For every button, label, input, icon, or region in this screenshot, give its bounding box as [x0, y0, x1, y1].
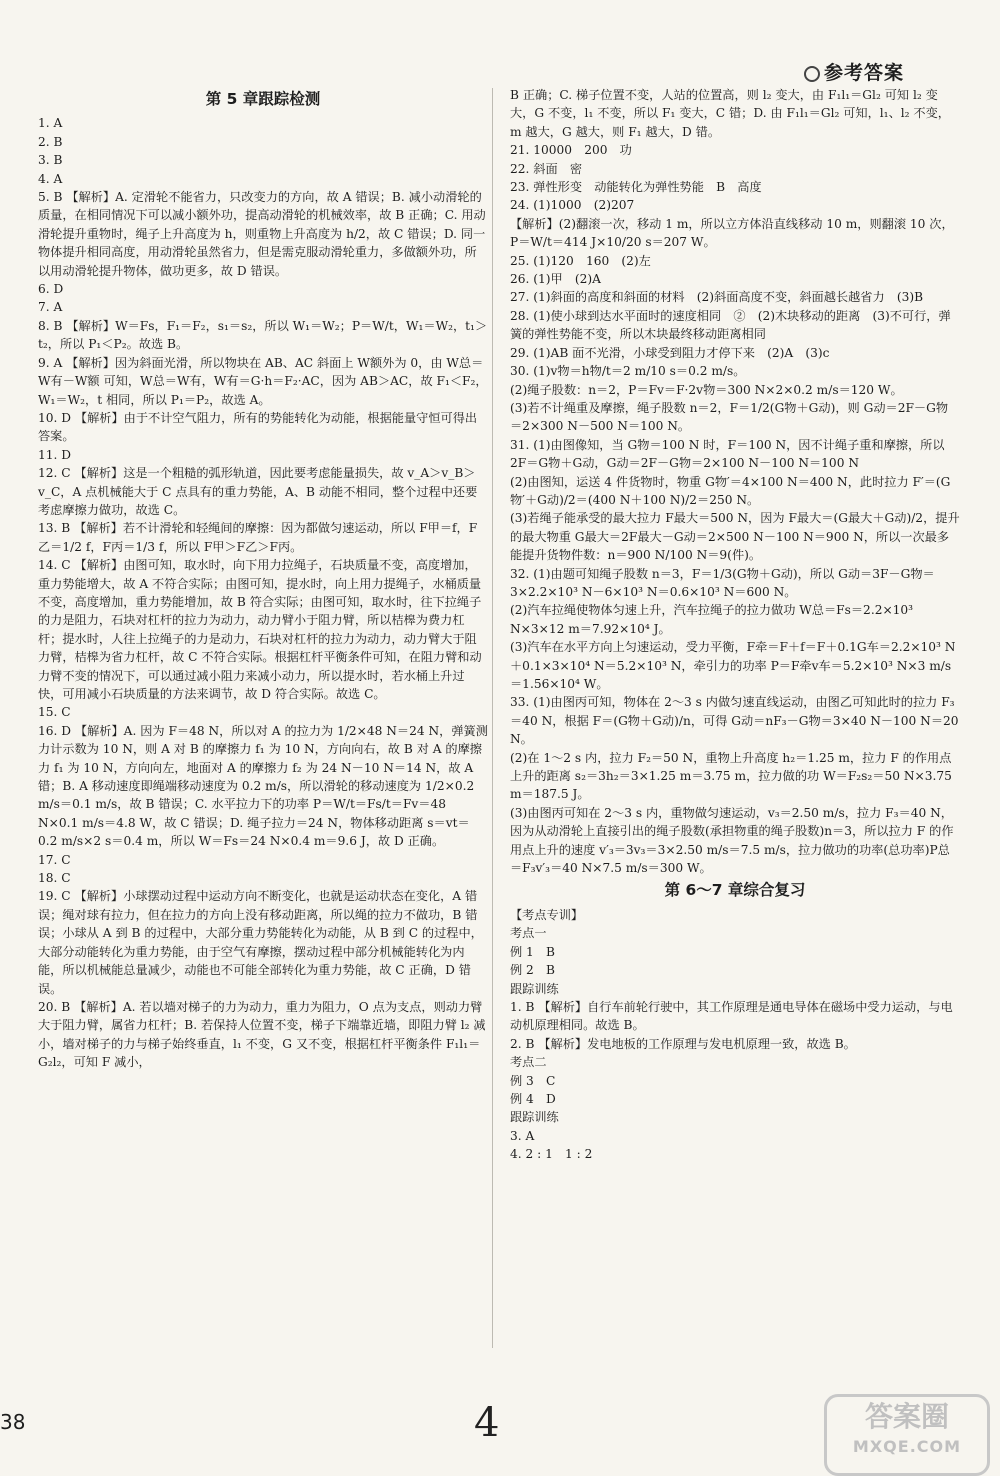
answer-line: 10. D 【解析】由于不计空气阻力，所有的势能转化为动能，根据能量守恒可得出答案。: [38, 410, 478, 444]
answer-line: 20. B 【解析】A. 若以墙对梯子的力为动力，重力为阻力，O 点为支点，则动力臂大于阻力臂，属省力杠杆；B. 若保持人位置不变，梯子下端靠近墙，即阻力臂 l₂ 减小，墙对梯子的力与梯子始终垂直，l₁ 不变，G 又不变，根据杠杆平衡条件 F₁l₁＝G₂l₂，可知 F 减小，: [38, 999, 486, 1070]
answer-line: 28. (1)使小球到达水平面时的速度相同 ② (2)木块移动的距离 (3)不可行，弹簧的弹性势能不变，所以木块最终移动距离相同: [510, 308, 951, 342]
answer-line: 考点一: [510, 926, 547, 941]
chapter6-7-title: 第 6～7 章综合复习: [664, 881, 806, 900]
answer-line: (3)若不计绳重及摩擦，绳子股数 n＝2，F＝1/2(G物＋G动)，则 G动＝2F－G物＝2×300 N－500 N＝100 N。: [510, 400, 949, 434]
answer-line: 22. 斜面 密: [510, 161, 583, 176]
answer-line: (3)若绳子能承受的最大拉力 F最大＝500 N，因为 F最大＝(G最大＋G动)/2，提升的最大物重 G最大＝2F最大－G动＝2×500 N－100 N＝900 N，所以一次最多能提升货物件数：n＝900 N/100 N＝9(件)。: [510, 511, 960, 563]
right-column: [510, 86, 963, 1164]
watermark-domain: MXQE.COM: [852, 1437, 962, 1456]
answer-line: 27. (1)斜面的高度和斜面的材料 (2)斜面高度不变，斜面越长越省力 (3)B: [510, 290, 924, 305]
answer-line: (2)在 1～2 s 内，拉力 F₂＝50 N，重物上升高度 h₂＝1.25 m，拉力 F 的作用点上升的距离 s₂＝3h₂＝3×1.25 m＝3.75 m，拉力做的功 W＝F₂s₂＝50 N×3.75 m＝187.5 J。: [510, 750, 956, 802]
header-title: [804, 58, 904, 85]
answer-line: 【解析】(2)翻滚一次，移动 1 m，所以立方体沿直线移动 10 m，则翻滚 10 次，P＝W/t＝414 J×10/20 s＝207 W。: [510, 216, 954, 250]
answer-line: 4. A: [38, 171, 63, 186]
column-divider: [492, 88, 493, 1348]
header-text: 参考答案: [823, 62, 904, 84]
answer-line: 例 4 D: [510, 1091, 556, 1106]
answer-line: 5. B 【解析】A. 定滑轮不能省力，只改变力的方向，故 A 错误；B. 减小动滑轮的质量，在相同情况下可以减小额外功，提高动滑轮的机械效率，故 B 正确；C. 用动滑轮提升重物时，绳子上升高度为 h，则重物上升高度为 h/2，故 C 错误；D. 同一物体提升相同高度，用动滑轮虽然省力，但是需克服动滑轮重力，多做额外功，所以用动滑轮提升物体，做功更多，故 D 错误。: [38, 190, 486, 278]
left-answer-list: [38, 114, 488, 1071]
answer-line: 33. (1)由图丙可知，物体在 2～3 s 内做匀速直线运动，由图乙可知此时的拉力 F₃＝40 N，根据 F＝(G物＋G动)/n，可得 G动＝nF₃－G物＝3×40 N－100 N＝20 N。: [510, 695, 963, 747]
answer-line: 15. C: [38, 705, 71, 720]
answer-line: 17. C: [38, 852, 71, 867]
answer-line: 18. C: [38, 871, 71, 886]
answer-line: 4. 2 : 1 1 : 2: [510, 1147, 593, 1162]
answer-line: (3)由图丙可知在 2～3 s 内，重物做匀速运动，v₃＝2.50 m/s，拉力 F₃＝40 N，因为从动滑轮上直接引出的绳子股数(承担物重的绳子股数)n＝3，所以拉力 F 的作用点上升的速度 v′₃＝3v₃＝3×2.50 m/s＝7.5 m/s，拉力做功的功率(总功率)P总＝F₃v′₃＝40 N×7.5 m/s＝300 W。: [510, 805, 954, 876]
answer-line: 32. (1)由题可知绳子股数 n＝3，F＝1/3(G物＋G动)，所以 G动＝3F－G物＝3×2.2×10³ N－6×10³ N＝0.6×10³ N＝600 N。: [510, 566, 935, 599]
answer-line: 例 2 B: [510, 963, 555, 978]
answer-line: (2)绳子股数：n＝2，P＝Fv＝F·2v物＝300 N×2×0.2 m/s＝120 W。: [510, 382, 903, 397]
answer-line: 1. B 【解析】自行车前轮行驶中，其工作原理是通电导体在磁场中受力运动，与电动机原理相同。故选 B。: [510, 999, 953, 1033]
answer-line: 26. (1)甲 (2)A: [510, 272, 601, 287]
page-number: 38: [0, 1410, 26, 1434]
answer-line: 14. C 【解析】由图可知，取水时，向下用力拉绳子，石块质量不变，高度增加，重力势能增大，故 A 不符合实际；由图可知，提水时，向上用力提绳子，水桶质量不变，高度增加，重力势能增加，故 B 符合实际；由图可知，取水时，往下拉绳子的力是阻力，石块对杠杆的拉力为动力，动力臂小于阻力臂，所以桔槔为费力杠杆；提水时，人往上拉绳子的力是动力，石块对杠杆的拉力为动力，动力臂大于阻力臂，桔槔为省力杠杆，故 C 不符合实际。根据杠杆平衡条件可知，在阻力臂和动力臂不变的情况下，可以通过减小阻力来减小动力，所以提水时，若水桶上升过快，可用减小石块质量的方法来调节，故 D 符合实际。故选 C。: [38, 558, 482, 701]
answer-line: 例 3 C: [510, 1073, 556, 1088]
left-column: [38, 86, 488, 1072]
handwritten-mark: 4: [474, 1400, 500, 1446]
answer-line: 29. (1)AB 面不光滑，小球受到阻力才停下来 (2)A (3)c: [510, 345, 830, 360]
watermark-text: 答案圈: [864, 1400, 949, 1433]
answer-line: 19. C 【解析】小球摆动过程中运动方向不断变化，也就是运动状态在变化，A 错误；绳对球有拉力，但在拉力的方向上没有移动距离，所以绳的拉力不做功，B 错误；小球从 A 到 B 的过程中，大部分重力势能转化为动能，从 B 到 C 的过程中，大部分动能转化为重力势能，由于空气有摩擦，摆动过程中部分机械能转化为内能，所以机械能总量减少，动能也不可能全部转化为重力势能，故 C 正确，D 错误。: [38, 889, 483, 996]
answer-line: 24. (1)1000 (2)207: [510, 198, 635, 213]
chapter5-title: 第 5 章跟踪检测: [205, 90, 321, 108]
answer-line: 6. D: [38, 282, 64, 297]
answer-line: 跟踪训练: [510, 981, 559, 996]
answer-line: 3. B: [38, 153, 63, 168]
answer-line: 2. B 【解析】发电地板的工作原理与发电机原理一致，故选 B。: [510, 1036, 856, 1051]
answer-line: 11. D: [38, 447, 72, 462]
answer-line: 8. B 【解析】W＝Fs，F₁＝F₂，s₁＝s₂，所以 W₁＝W₂；P＝W/t，W₁＝W₂，t₁＞t₂，所以 P₁＜P₂。故选 B。: [38, 318, 488, 352]
answer-line: (3)汽车在水平方向上匀速运动，受力平衡，F牵＝F＋f＝F＋0.1G车＝2.2×10³ N＋0.1×3×10⁴ N＝5.2×10³ N，牵引力的功率 P＝F牵v车＝5.2×10³ N×3 m/s＝1.56×10⁴ W。: [510, 640, 956, 691]
answer-line: 13. B 【解析】若不计滑轮和轻绳间的摩擦：因为都做匀速运动，所以 F甲＝f，F乙＝1/2 f，F丙＝1/3 f，所以 F甲＞F乙＞F丙。: [38, 521, 478, 554]
answer-line: 例 1 B: [510, 944, 555, 959]
review-answer-list: [510, 906, 960, 1164]
ring-icon: [804, 66, 820, 82]
answer-line: 1. A: [38, 116, 63, 131]
answer-line: 16. D 【解析】A. 因为 F＝48 N，所以对 A 的拉力为 1/2×48 N＝24 N，弹簧测力计示数为 10 N，则 A 对 B 的摩擦力 f₁ 为 10 N，方向向右，故 B 对 A 的摩擦力 f₁ 为 10 N，方向向左，地面对 A 的摩擦力 f₂ 为 24 N－10 N＝14 N，故 A 错；B. A 移动速度即绳端移动速度为 0.2 m/s，所以滑轮的移动速度为 1/2×0.2 m/s＝0.1 m/s，故 B 错误；C. 水平拉力下的功率 P＝W/t＝Fs/t＝Fv＝48 N×0.1 m/s＝4.8 W，故 C 错误；D. 绳子拉力＝24 N，物体移动距离 s＝vt＝0.2 m/s×2 s＝0.4 m，所以 W＝Fs＝24 N×0.4 m＝9.6 J，故 D 正确。: [38, 723, 488, 849]
answer-line: (2)由图知，运送 4 件货物时，物重 G物′＝4×100 N＝400 N，此时拉力 F′＝(G物′＋G动)/2＝(400 N＋100 N)/2＝250 N。: [510, 474, 951, 507]
answer-line: B 正确；C. 梯子位置不变，人站的位置高，则 l₂ 变大，由 F₁l₁＝Gl₂ 可知 l₂ 变大，G 不变，l₁ 不变，所以 F₁ 变大，C 错；D. 由 F₁l₁＝Gl₂ 可知，l₁、l₂ 不变，m 越大，G 越大，则 F₁ 越大，D 错。: [510, 88, 950, 139]
answer-line: 31. (1)由图像知，当 G物＝100 N 时，F＝100 N，因不计绳子重和摩擦，所以 2F＝G物＋G动，G动＝2F－G物＝2×100 N－100 N＝100 N: [510, 437, 949, 471]
answer-line: 【考点专训】: [510, 907, 584, 922]
answer-line: 12. C 【解析】这是一个粗糙的弧形轨道，因此要考虑能量损失，故 v_A＞v_B＞v_C，A 点机械能大于 C 点具有的重力势能，A、B 动能不相同，整个过程中还要考虑摩擦力做功，故选 C。: [38, 466, 478, 517]
answer-line: 考点二: [510, 1055, 547, 1070]
answer-line: 3. A: [510, 1128, 535, 1143]
answer-line: 9. A 【解析】因为斜面光滑，所以物块在 AB、AC 斜面上 W额外为 0，由 W总＝W有－W额 可知，W总＝W有，W有＝G·h＝F₂·AC，因为 AB＞AC，故 F₁＜F₂，W₁＝W₂，t 相同，所以 P₁＝P₂，故选 A。: [38, 355, 488, 407]
answer-line: (2)汽车拉绳使物体匀速上升，汽车拉绳子的拉力做功 W总＝Fs＝2.2×10³ N×3×12 m＝7.92×10⁴ J。: [510, 603, 917, 636]
watermark-logo: [824, 1394, 990, 1476]
answer-line: 跟踪训练: [510, 1110, 559, 1125]
answer-line: 2. B: [38, 134, 63, 149]
answer-line: 21. 10000 200 功: [510, 143, 632, 158]
answer-line: 25. (1)120 160 (2)左: [510, 253, 651, 268]
right-answer-list: [510, 86, 963, 877]
answer-line: 23. 弹性形变 动能转化为弹性势能 B 高度: [510, 180, 762, 195]
answer-line: 30. (1)v物＝h物/t＝2 m/10 s＝0.2 m/s。: [510, 364, 746, 379]
answer-line: 7. A: [38, 300, 63, 315]
